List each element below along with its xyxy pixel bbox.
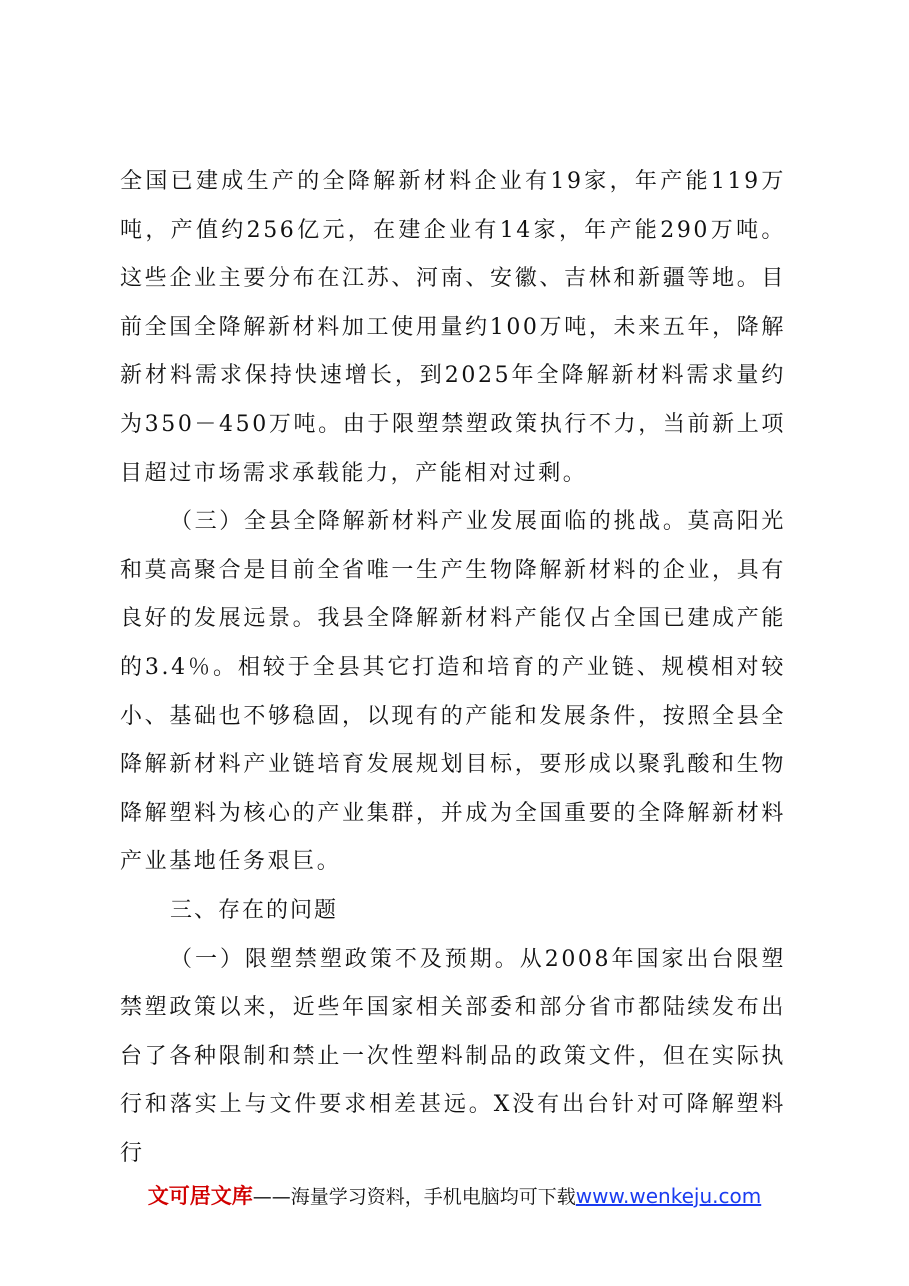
paragraph-industry-capacity: 全国已建成生产的全降解新材料企业有19家，年产能119万吨，产值约256亿元，在建企业有14家，年产能290万吨。这些企业主要分布在江苏、河南、安徽、吉林和新疆等地。目前全国全降解新材料加工使用量约100万吨，未来五年，降解新材料需求保持快速增长，到2025年全降解新材料需求量约为350－450万吨。由于限塑禁塑政策执行不力，当前新上项目超过市场需求承载能力，产能相对过剩。 (120, 169, 786, 486)
paragraph-policy-issue: （一）限塑禁塑政策不及预期。从2008年国家出台限塑禁塑政策以来，近些年国家相关部委和部分省市都陆续发布出台了各种限制和禁止一次性塑料制品的政策文件，但在实际执行和落实上与文件要求相差甚远。X没有出台针对可降解塑料行 (120, 946, 786, 1166)
page-footer (0, 1180, 909, 1210)
section-heading-problems: 三、存在的问题 (170, 897, 339, 923)
footer-tagline: ——海量学习资料，手机电脑均可下载 (252, 1186, 576, 1208)
footer-brand-logo: 文可居文库 (147, 1184, 253, 1208)
paragraph-county-challenges: （三）全县全降解新材料产业发展面临的挑战。莫高阳光和莫高聚合是目前全省唯一生产生物降解新材料的企业，具有良好的发展远景。我县全降解新材料产能仅占全国已建成产能的3.4％。相较于全县其它打造和培育的产业链、规模相对较小、基础也不够稳固，以现有的产能和发展条件，按照全县全降解新材料产业链培育发展规划目标，要形成以聚乳酸和生物降解塑料为核心的产业集群，并成为全国重要的全降解新材料产业基地任务艰巨。 (120, 509, 786, 875)
document-body (120, 158, 786, 1178)
footer-website-link[interactable]: www.wenkeju.com (575, 1184, 762, 1208)
